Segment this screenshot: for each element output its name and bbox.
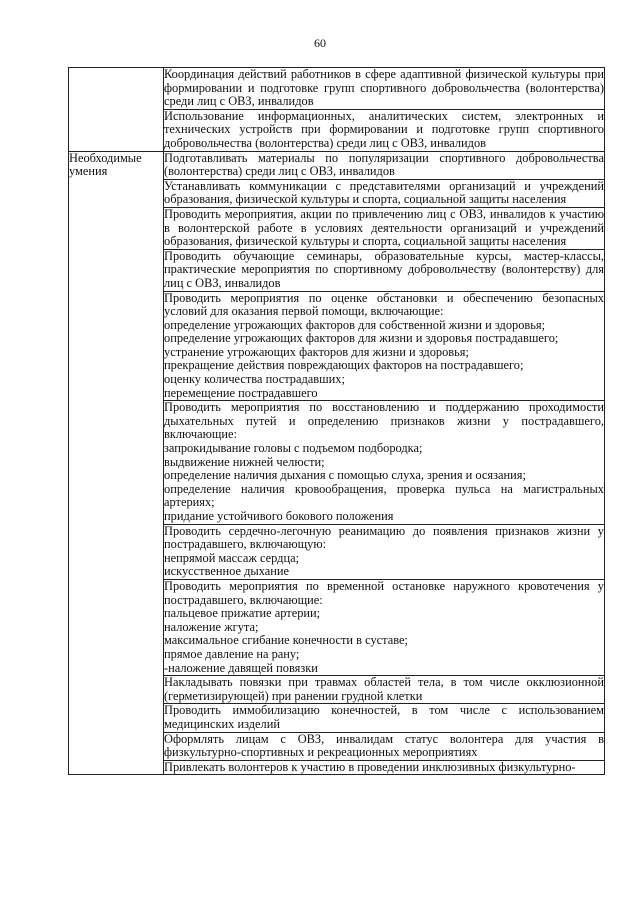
- table-cell: [164, 291, 605, 401]
- row-label: Необходимые умения: [69, 151, 164, 775]
- cell-line: Устанавливать коммуникации с представителями организаций и учреждений образования, физической культуры и спорта, социальной защиты населения: [164, 178, 604, 207]
- table-body: [69, 68, 605, 775]
- cell-line: Координация действий работников в сфере адаптивной физической культуры при формировании и подготовке групп спортивного добровольчества (волонтерства) среди лиц с ОВЗ, инвалидов: [164, 67, 604, 109]
- cell-line: Проводить мероприятия по восстановлению и поддержанию проходимости дыхательных путей и определению признаков жизни у пострадавшего, включающие:: [164, 400, 604, 442]
- table-cell: [164, 732, 605, 760]
- page-number: 60: [314, 36, 326, 50]
- cell-line: определение угрожающих факторов для собственной жизни и здоровья;: [164, 317, 546, 332]
- cell-line: непрямой массаж сердца;: [164, 550, 300, 565]
- cell-line: Проводить иммобилизацию конечностей, в том числе с использованием медицинских изделий: [164, 703, 604, 731]
- cell-line: Проводить обучающие семинары, образовательные курсы, мастер-классы, практические мероприятия по спортивному добровольчеству (волонтерству) для лиц с ОВЗ, инвалидов: [164, 248, 604, 290]
- table-row: [69, 151, 605, 179]
- cell-line: перемещение пострадавшего: [164, 385, 318, 400]
- cell-line: устранение угрожающих факторов для жизни и здоровья;: [164, 344, 469, 359]
- cell-line: придание устойчивого бокового положения: [164, 509, 394, 523]
- cell-line: -наложение давящей повязки: [164, 660, 318, 675]
- cell-line: Проводить мероприятия по оценке обстановки и обеспечению безопасных условий для оказания первой помощи, включающие:: [164, 290, 604, 319]
- table-cell: [164, 760, 605, 775]
- table-cell: [164, 109, 605, 151]
- cell-line: определение наличия дыхания с помощью слуха, зрения и осязания;: [164, 468, 526, 483]
- table-cell: [164, 207, 605, 249]
- cell-line: выдвижение нижней челюсти;: [164, 454, 325, 469]
- table-cell: [164, 676, 605, 704]
- cell-line: прекращение действия повреждающих факторов на пострадавшего;: [164, 358, 524, 373]
- table-cell: [164, 704, 605, 732]
- cell-line: определение угрожающих факторов для жизни и здоровья пострадавшего;: [164, 331, 559, 346]
- cell-line: прямое давление на рану;: [164, 646, 300, 661]
- cell-line: наложение жгута;: [164, 619, 259, 634]
- table-cell: [164, 68, 605, 110]
- cell-line: Накладывать повязки при травмах областей тела, в том числе окклюзионной (герметизирующей) при ранении грудной клетки: [164, 675, 604, 703]
- cell-line: определение наличия кровообращения, проверка пульса на магистральных артериях;: [164, 481, 604, 510]
- cell-line: запрокидывание головы с подъемом подбородка;: [164, 441, 423, 456]
- cell-line: Проводить мероприятия, акции по привлечению лиц с ОВЗ, инвалидов к участию в волонтерской работе в условиях деятельности организаций и учреждений образования, физической культуры и спорта, социальной защиты населения: [164, 206, 604, 249]
- table-cell: [164, 249, 605, 291]
- competency-table: [68, 67, 605, 775]
- cell-line: пальцевое прижатие артерии;: [164, 606, 321, 621]
- table-row: [69, 68, 605, 110]
- cell-line: искусственное дыхание: [164, 564, 289, 579]
- table-cell: [164, 401, 605, 524]
- table-cell: [164, 579, 605, 675]
- table-cell: [164, 151, 605, 179]
- cell-line: максимальное сгибание конечности в суставе;: [164, 633, 408, 648]
- cell-line: Оформлять лицам с ОВЗ, инвалидам статус волонтера для участия в физкультурно-спортивных и рекреационных мероприятиях: [164, 731, 604, 760]
- row-label: [69, 68, 164, 152]
- table-cell: [164, 524, 605, 579]
- table-cell: [164, 179, 605, 207]
- cell-line: Подготавливать материалы по популяризации спортивного добровольчества (волонтерства) среди лиц с ОВЗ, инвалидов: [164, 150, 604, 179]
- cell-line: Использование информационных, аналитических систем, электронных и технических устройств при формировании и подготовке групп спортивного добровольчества (волонтерства) среди лиц с ОВЗ, инвалидов: [164, 108, 604, 150]
- cell-line: Проводить сердечно-легочную реанимацию до появления признаков жизни у пострадавшего, включающую:: [164, 523, 604, 552]
- cell-line: Привлекать волонтеров к участию в проведении инклюзивных физкультурно-: [164, 759, 576, 774]
- cell-line: Проводить мероприятия по временной остановке наружного кровотечения у пострадавшего, включающие:: [164, 578, 604, 607]
- cell-line: оценку количества пострадавших;: [164, 372, 345, 387]
